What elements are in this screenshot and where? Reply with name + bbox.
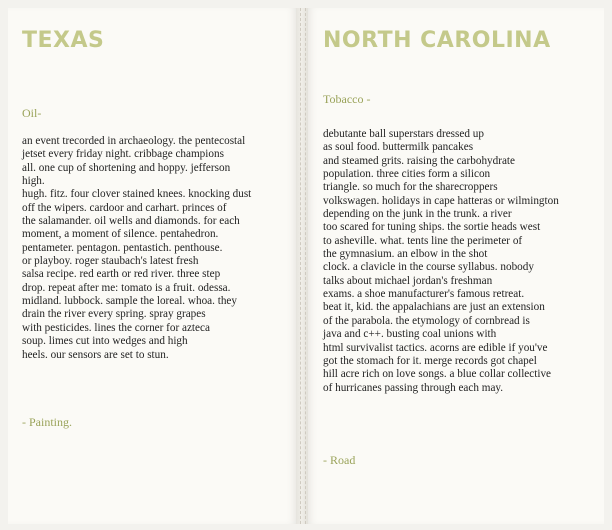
text-line: too scared for tuning ships. the sortie heads west: [323, 221, 541, 234]
left-page-title: TEXAS: [22, 28, 105, 53]
text-line: of the parabola. the etymology of cornbread is: [323, 314, 530, 327]
text-line: high.: [22, 175, 45, 188]
text-line: midland. lubbock. sample the loreal. whoa. they: [22, 295, 237, 308]
left-page: [8, 8, 296, 524]
perforation-line: [300, 8, 301, 524]
text-line: hugh. fitz. four clover stained knees. knocking dust: [22, 188, 252, 201]
text-line: talks about michael jordan's freshman: [323, 274, 493, 287]
text-line: to asheville. what. tents line the perimeter of: [323, 234, 523, 247]
right-footer-label: - Road: [323, 453, 356, 467]
text-line: pentameter. pentagon. pentastich. penthouse.: [22, 241, 223, 254]
text-line: beat it, kid. the appalachians are just an extension: [323, 301, 545, 314]
text-line: drain the river every spring. spray grapes: [22, 308, 206, 321]
text-line: the gymnasium. an elbow in the shot: [323, 248, 488, 261]
text-line: drop. repeat after me: tomato is a fruit. odessa.: [22, 281, 231, 294]
text-line: an event trecorded in archaeology. the pentecostal: [22, 135, 246, 147]
text-line: volkswagen. holidays in cape hatteras or wilmington: [323, 194, 559, 207]
right-poem-text: [323, 128, 559, 395]
text-line: heels. our sensors are set to stun.: [22, 348, 169, 361]
left-section-label: Oil-: [22, 106, 42, 120]
text-line: java and c++. busting coal unions with: [323, 328, 497, 341]
text-line: the salamander. oil wells and diamonds. for each: [22, 215, 240, 228]
text-line: jetset every friday night. cribbage champions: [22, 148, 224, 161]
text-line: got the stomach for it. merge records got chapel: [323, 354, 537, 367]
right-page: [308, 8, 604, 524]
text-line: population. three cities form a silicon: [323, 168, 491, 181]
text-line: with pesticides. lines the corner for azteca: [22, 321, 210, 334]
text-line: depending on the junk in the trunk. a river: [323, 208, 512, 221]
right-section-label: Tobacco -: [323, 92, 371, 106]
text-line: debutante ball superstars dressed up: [323, 128, 484, 140]
text-line: clock. a clavicle in the course syllabus. nobody: [323, 261, 534, 274]
text-line: triangle. so much for the sharecroppers: [323, 181, 498, 194]
text-line: moment, a moment of silence. pentahedron.: [22, 228, 219, 241]
text-line: soup. limes cut into wedges and high: [22, 335, 188, 348]
text-line: off the wipers. cardoor and carhart. princes of: [22, 201, 227, 214]
text-line: html survivalist tactics. acorns are edible if you've: [323, 341, 548, 354]
text-line: and steamed grits. raising the carbohydrate: [323, 154, 515, 167]
text-line: or playboy. roger staubach's latest fresh: [22, 255, 199, 268]
left-poem-text: [22, 135, 251, 362]
right-page-title: NORTH CAROLINA: [323, 28, 551, 53]
text-line: all. one cup of shortening and hoppy. jefferson: [22, 161, 231, 174]
text-line: of hurricanes passing through each may.: [323, 381, 504, 394]
text-line: as soul food. buttermilk pancakes: [323, 141, 474, 154]
perforation-line: [305, 8, 306, 524]
text-line: hill acre rich on love songs. a blue collar collective: [323, 368, 552, 381]
text-line: salsa recipe. red earth or red river. three step: [22, 268, 221, 281]
left-footer-label: - Painting.: [22, 415, 72, 429]
book-gutter: [296, 8, 308, 524]
text-line: exams. a shoe manufacturer's famous retreat.: [323, 288, 525, 301]
